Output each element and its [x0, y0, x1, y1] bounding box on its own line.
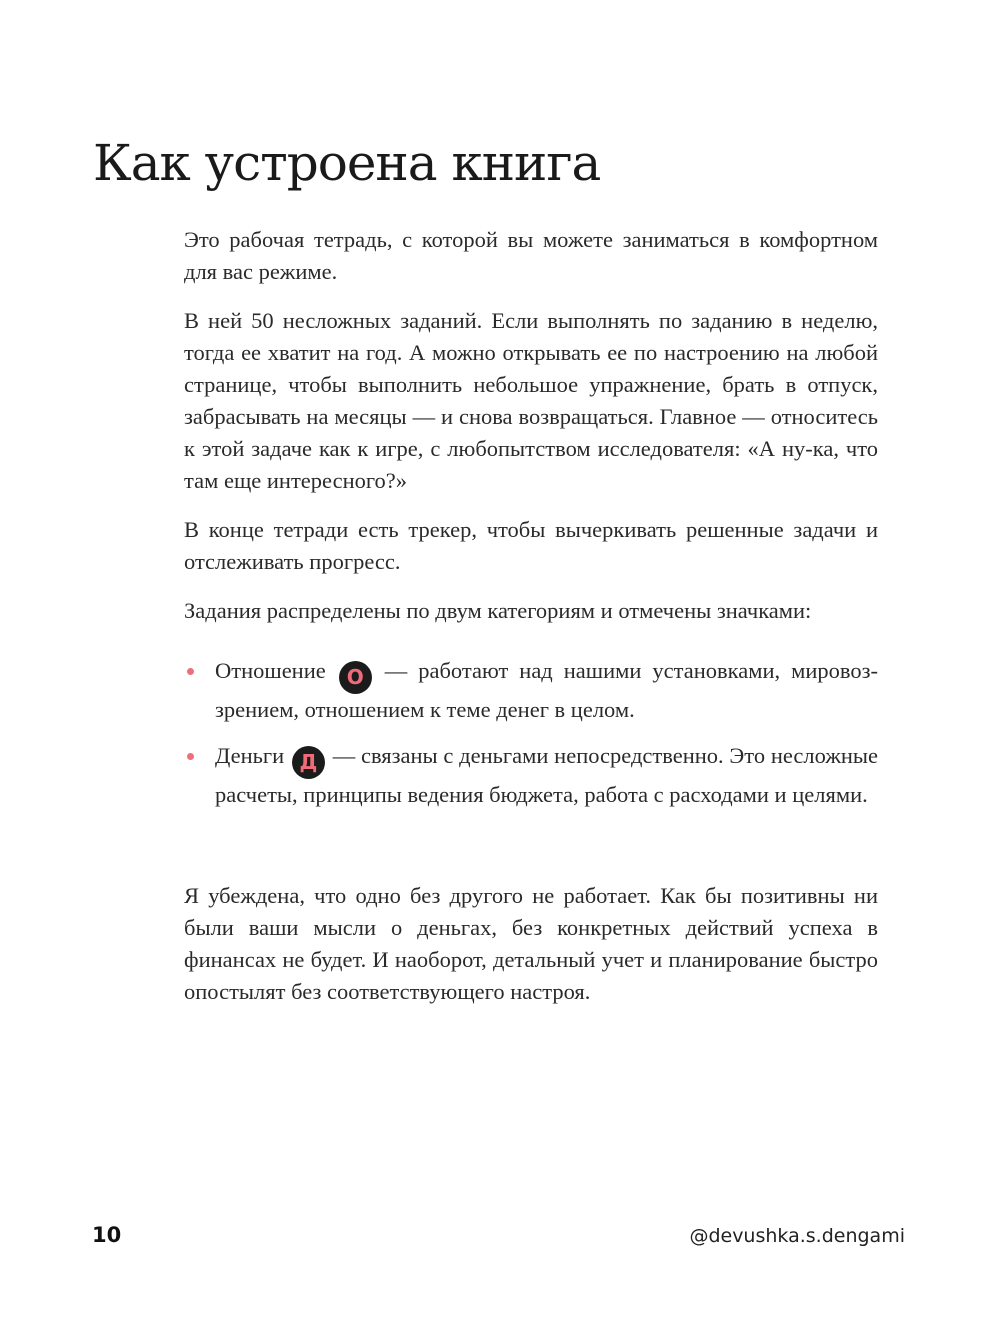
category-description-attitude: — работают над нашими установками, мировоззрением, отношением к теме денег в целом.: [215, 658, 878, 722]
paragraph-categories: Задания распределены по двум категориям и отмечены значками:: [184, 598, 812, 623]
category-list: [184, 655, 878, 825]
list-item-attitude: [184, 655, 878, 726]
intro-text-block: [184, 224, 878, 644]
page-title: Как устроена книга: [93, 134, 601, 192]
attitude-badge-icon: О: [339, 661, 372, 694]
paragraph-intro: Это рабочая тетрадь, с которой вы можете заниматься в комфортном для вас режиме.: [184, 227, 878, 284]
bullet-dot-icon: [187, 668, 194, 675]
money-badge-icon: Д: [292, 746, 325, 779]
paragraph-tracker: В конце тетради есть трекер, чтобы вычеркивать решенные задачи и отслеживать прогресс.: [184, 517, 878, 574]
category-label-money: Деньги: [215, 743, 285, 768]
paragraph-conclusion: Я убеждена, что одно без другого не работает. Как бы позитивны ни были ваши мысли о деньгах, без конкретных действий успеха в финансах не будет. И наоборот, детальный учет и планирование быстро опостылят без соответствующего настроя.: [184, 883, 878, 1004]
page-number: 10: [92, 1223, 122, 1247]
bullet-dot-icon: [187, 753, 194, 760]
category-label-attitude: Отношение: [215, 658, 326, 683]
list-item-money: [184, 740, 878, 811]
conclusion-text-block: [184, 880, 878, 1025]
category-description-money: — связаны с деньгами непосредственно. Это несложные расчеты, принципы ведения бюджета, работа с расходами и целями.: [215, 743, 879, 807]
paragraph-tasks: В ней 50 несложных заданий. Если выполнять по заданию в неделю, тогда ее хватит на год. А можно открывать ее по настроению на любой странице, чтобы выполнить небольшое упражнение, брать в отпуск, забрасывать на месяцы — и снова возвращаться. Главное — относитесь к этой задаче как к игре, с любопытством исследователя: «А ну-ка, что там еще интересного?»: [184, 308, 878, 493]
author-handle: @devushka.s.dengami: [689, 1225, 905, 1247]
